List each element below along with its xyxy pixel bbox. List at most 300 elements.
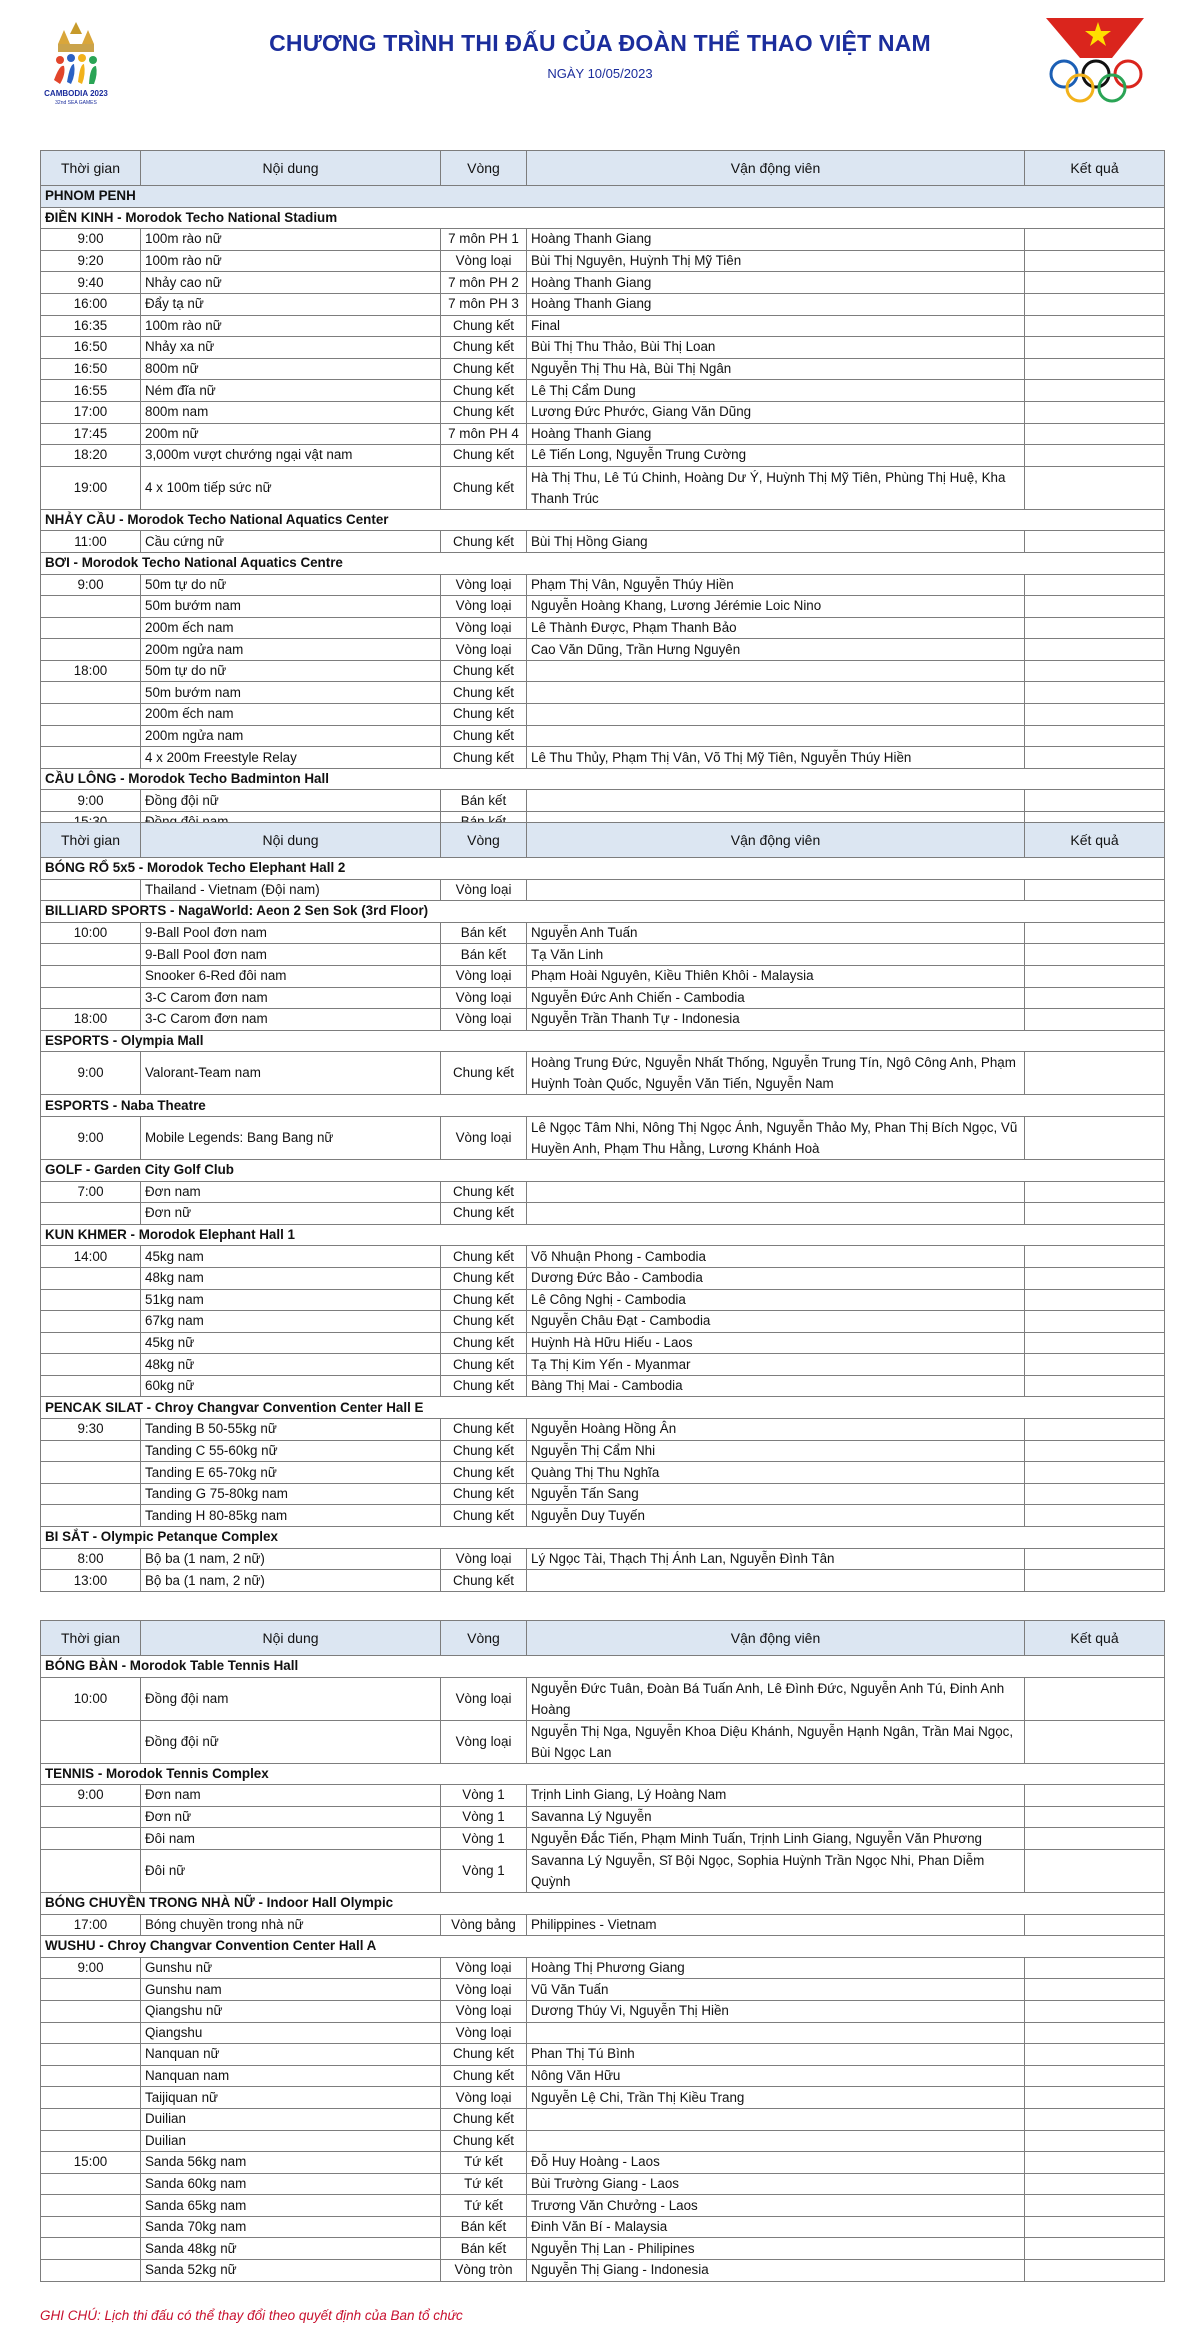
athletes-cell: Nguyễn Đức Tuân, Đoàn Bá Tuấn Anh, Lê Đình Đức, Nguyễn Anh Tú, Đinh Anh Hoàng [527, 1677, 1025, 1720]
event-cell: 200m ngửa nam [141, 639, 441, 661]
athletes-cell: Nguyễn Hoàng Hồng Ân [527, 1419, 1025, 1441]
section-title: BÓNG RỔ 5x5 - Morodok Techo Elephant Hall 2 [41, 858, 1165, 880]
table-row [41, 1311, 1165, 1333]
result-cell [1025, 1052, 1165, 1095]
event-cell: Qiangshu [141, 2022, 441, 2044]
time-cell: 17:00 [41, 401, 141, 423]
athletes-cell: Nguyễn Đắc Tiến, Phạm Minh Tuấn, Trịnh Linh Giang, Nguyễn Văn Phương [527, 1828, 1025, 1850]
footer-note: GHI CHÚ: Lịch thi đấu có thể thay đổi theo quyết định của Ban tổ chức [40, 2308, 463, 2323]
event-cell: 45kg nam [141, 1246, 441, 1268]
table-row [41, 682, 1165, 704]
round-cell: Chung kết [441, 725, 527, 747]
athletes-cell: Nguyễn Thị Lan - Philipines [527, 2238, 1025, 2260]
result-cell [1025, 2195, 1165, 2217]
table-row [41, 1828, 1165, 1850]
schedule-table [40, 1620, 1165, 2282]
event-cell: Sanda 56kg nam [141, 2152, 441, 2174]
event-cell: Sanda 70kg nam [141, 2216, 441, 2238]
table-row [41, 965, 1165, 987]
event-cell: 60kg nữ [141, 1375, 441, 1397]
table-row [41, 1483, 1165, 1505]
event-cell: Sanda 52kg nữ [141, 2260, 441, 2282]
event-cell: Đôi nam [141, 1828, 441, 1850]
result-cell [1025, 1483, 1165, 1505]
event-cell: Duilian [141, 2130, 441, 2152]
event-cell: Duilian [141, 2108, 441, 2130]
section-title: CẦU LÔNG - Morodok Techo Badminton Hall [41, 768, 1165, 790]
athletes-cell: Cao Văn Dũng, Trần Hưng Nguyên [527, 639, 1025, 661]
athletes-cell: Final [527, 315, 1025, 337]
event-cell: 67kg nam [141, 1311, 441, 1333]
event-cell: 3-C Carom đơn nam [141, 987, 441, 1009]
section-title: TENNIS - Morodok Tennis Complex [41, 1763, 1165, 1785]
event-cell: 48kg nữ [141, 1354, 441, 1376]
athletes-cell: Đỗ Huy Hoàng - Laos [527, 2152, 1025, 2174]
city-label: PHNOM PENH [41, 186, 1165, 208]
athletes-cell: Huỳnh Hà Hữu Hiếu - Laos [527, 1332, 1025, 1354]
time-cell [41, 1828, 141, 1850]
time-cell: 9:20 [41, 250, 141, 272]
athletes-cell [527, 2130, 1025, 2152]
page-header [0, 0, 1200, 140]
section-row [41, 509, 1165, 531]
table-row [41, 1570, 1165, 1592]
round-cell: Chung kết [441, 445, 527, 467]
table-row [41, 879, 1165, 901]
table-row [41, 1289, 1165, 1311]
schedule-table [40, 822, 1165, 1592]
table-row [41, 1677, 1165, 1720]
result-cell [1025, 704, 1165, 726]
event-cell: Mobile Legends: Bang Bang nữ [141, 1116, 441, 1159]
athletes-cell: Hoàng Thị Phương Giang [527, 1957, 1025, 1979]
athletes-cell [527, 682, 1025, 704]
result-cell [1025, 1957, 1165, 1979]
time-cell: 9:00 [41, 1052, 141, 1095]
time-cell [41, 2195, 141, 2217]
event-cell: Tanding C 55-60kg nữ [141, 1440, 441, 1462]
athletes-cell [527, 879, 1025, 901]
event-cell: Đơn nữ [141, 1806, 441, 1828]
round-cell: Vòng loại [441, 250, 527, 272]
athletes-cell: Bùi Thị Nguyên, Huỳnh Thị Mỹ Tiên [527, 250, 1025, 272]
event-cell: Thailand - Vietnam (Đội nam) [141, 879, 441, 901]
time-cell [41, 2260, 141, 2282]
table-row [41, 445, 1165, 467]
result-cell [1025, 358, 1165, 380]
athletes-cell: Nguyễn Trần Thanh Tự - Indonesia [527, 1009, 1025, 1031]
round-cell: Vòng 1 [441, 1849, 527, 1892]
athletes-cell: Phan Thị Tú Bình [527, 2044, 1025, 2066]
athletes-cell: Hoàng Thanh Giang [527, 272, 1025, 294]
table-row [41, 704, 1165, 726]
result-cell [1025, 1203, 1165, 1225]
event-cell: 200m nữ [141, 423, 441, 445]
athletes-cell: Philippines - Vietnam [527, 1914, 1025, 1936]
column-header: Vòng [441, 1621, 527, 1656]
time-cell: 9:30 [41, 1419, 141, 1441]
athletes-cell: Bàng Thị Mai - Cambodia [527, 1375, 1025, 1397]
result-cell [1025, 466, 1165, 509]
table-row [41, 423, 1165, 445]
time-cell [41, 987, 141, 1009]
result-cell [1025, 1570, 1165, 1592]
result-cell [1025, 747, 1165, 769]
round-cell: Chung kết [441, 1311, 527, 1333]
round-cell: Chung kết [441, 531, 527, 553]
result-cell [1025, 1375, 1165, 1397]
round-cell: Vòng loại [441, 2022, 527, 2044]
event-cell: Đơn nam [141, 1785, 441, 1807]
event-cell: Đôi nữ [141, 1849, 441, 1892]
table-row [41, 380, 1165, 402]
athletes-cell: Dương Thúy Vi, Nguyễn Thị Hiền [527, 2000, 1025, 2022]
table-row [41, 1914, 1165, 1936]
round-cell: Chung kết [441, 2065, 527, 2087]
round-cell: Chung kết [441, 337, 527, 359]
section-row [41, 1527, 1165, 1549]
round-cell: Vòng loại [441, 639, 527, 661]
svg-text:CAMBODIA 2023: CAMBODIA 2023 [44, 89, 108, 98]
column-header: Thời gian [41, 1621, 141, 1656]
table-row [41, 1849, 1165, 1892]
round-cell: Vòng loại [441, 2000, 527, 2022]
section-title: GOLF - Garden City Golf Club [41, 1159, 1165, 1181]
result-cell [1025, 1828, 1165, 1850]
table-row [41, 660, 1165, 682]
section-row [41, 1224, 1165, 1246]
event-cell: Ném đĩa nữ [141, 380, 441, 402]
event-cell: 50m bướm nam [141, 682, 441, 704]
athletes-cell [527, 1203, 1025, 1225]
section-title: PENCAK SILAT - Chroy Changvar Convention Center Hall E [41, 1397, 1165, 1419]
table-row [41, 596, 1165, 618]
section-row [41, 1892, 1165, 1914]
section-row [41, 1763, 1165, 1785]
result-cell [1025, 272, 1165, 294]
event-cell: Taijiquan nữ [141, 2087, 441, 2109]
table-row [41, 790, 1165, 812]
table-row [41, 315, 1165, 337]
round-cell: Vòng loại [441, 574, 527, 596]
result-cell [1025, 337, 1165, 359]
time-cell: 13:00 [41, 1570, 141, 1592]
athletes-cell: Nguyễn Duy Tuyến [527, 1505, 1025, 1527]
column-header: Kết quả [1025, 823, 1165, 858]
athletes-cell: Đinh Văn Bí - Malaysia [527, 2216, 1025, 2238]
time-cell [41, 1720, 141, 1763]
athletes-cell: Vũ Văn Tuấn [527, 1979, 1025, 2001]
table-row [41, 1116, 1165, 1159]
event-cell: Nhảy cao nữ [141, 272, 441, 294]
round-cell: Vòng loại [441, 2087, 527, 2109]
result-cell [1025, 2173, 1165, 2195]
section-title: WUSHU - Chroy Changvar Convention Center Hall A [41, 1936, 1165, 1958]
event-cell: Valorant-Team nam [141, 1052, 441, 1095]
vietnam-olympic-logo [1040, 14, 1152, 110]
round-cell: Chung kết [441, 660, 527, 682]
time-cell [41, 2044, 141, 2066]
athletes-cell: Phạm Thị Vân, Nguyễn Thúy Hiền [527, 574, 1025, 596]
round-cell: Tứ kết [441, 2195, 527, 2217]
result-cell [1025, 2238, 1165, 2260]
athletes-cell: Lê Tiến Long, Nguyễn Trung Cường [527, 445, 1025, 467]
result-cell [1025, 725, 1165, 747]
round-cell: Chung kết [441, 1483, 527, 1505]
time-cell [41, 617, 141, 639]
section-title: ĐIỀN KINH - Morodok Techo National Stadium [41, 207, 1165, 229]
round-cell: Vòng loại [441, 1116, 527, 1159]
table-row [41, 1720, 1165, 1763]
round-cell: Tứ kết [441, 2152, 527, 2174]
time-cell: 18:00 [41, 660, 141, 682]
athletes-cell: Lý Ngọc Tài, Thạch Thị Ánh Lan, Nguyễn Đình Tân [527, 1548, 1025, 1570]
section-title: ESPORTS - Olympia Mall [41, 1030, 1165, 1052]
result-cell [1025, 2000, 1165, 2022]
round-cell: Chung kết [441, 1289, 527, 1311]
table-row [41, 1957, 1165, 1979]
event-cell: 100m rào nữ [141, 315, 441, 337]
section-title: KUN KHMER - Morodok Elephant Hall 1 [41, 1224, 1165, 1246]
athletes-cell: Savanna Lý Nguyễn [527, 1806, 1025, 1828]
table-row [41, 617, 1165, 639]
result-cell [1025, 596, 1165, 618]
column-header: Nội dung [141, 151, 441, 186]
athletes-cell [527, 725, 1025, 747]
table-row [41, 337, 1165, 359]
round-cell: Chung kết [441, 2130, 527, 2152]
time-cell: 11:00 [41, 531, 141, 553]
table-row [41, 272, 1165, 294]
table-row [41, 2108, 1165, 2130]
athletes-cell: Lê Thị Cẩm Dung [527, 380, 1025, 402]
event-cell: Đẩy tạ nữ [141, 293, 441, 315]
event-cell: Nhảy xa nữ [141, 337, 441, 359]
event-cell: 50m bướm nam [141, 596, 441, 618]
section-title: BÓNG BÀN - Morodok Table Tennis Hall [41, 1656, 1165, 1678]
event-cell: Sanda 60kg nam [141, 2173, 441, 2195]
event-cell: Đơn nam [141, 1181, 441, 1203]
table-row [41, 2130, 1165, 2152]
result-cell [1025, 1267, 1165, 1289]
section-title: ESPORTS - Naba Theatre [41, 1095, 1165, 1117]
event-cell: 48kg nam [141, 1267, 441, 1289]
event-cell: Đồng đội nam [141, 1677, 441, 1720]
athletes-cell: Hoàng Thanh Giang [527, 423, 1025, 445]
round-cell: Vòng loại [441, 987, 527, 1009]
table-row [41, 1785, 1165, 1807]
result-cell [1025, 1354, 1165, 1376]
time-cell: 10:00 [41, 1677, 141, 1720]
result-cell [1025, 682, 1165, 704]
event-cell: 50m tự do nữ [141, 574, 441, 596]
table-row [41, 1505, 1165, 1527]
time-cell [41, 639, 141, 661]
event-cell: 800m nữ [141, 358, 441, 380]
time-cell: 9:00 [41, 574, 141, 596]
round-cell: Chung kết [441, 1246, 527, 1268]
result-cell [1025, 315, 1165, 337]
time-cell [41, 1505, 141, 1527]
athletes-cell: Nguyễn Anh Tuấn [527, 922, 1025, 944]
result-cell [1025, 380, 1165, 402]
athletes-cell: Nguyễn Hoàng Khang, Lương Jérémie Loic Nino [527, 596, 1025, 618]
time-cell: 7:00 [41, 1181, 141, 1203]
round-cell: Chung kết [441, 682, 527, 704]
round-cell: Vòng loại [441, 1677, 527, 1720]
athletes-cell: Võ Nhuận Phong - Cambodia [527, 1246, 1025, 1268]
round-cell: Chung kết [441, 315, 527, 337]
round-cell: 7 môn PH 4 [441, 423, 527, 445]
table-row [41, 2000, 1165, 2022]
event-cell: 200m ếch nam [141, 704, 441, 726]
round-cell: Bán kết [441, 922, 527, 944]
column-header: Nội dung [141, 823, 441, 858]
section-title: BILLIARD SPORTS - NagaWorld: Aeon 2 Sen Sok (3rd Floor) [41, 901, 1165, 923]
round-cell: Bán kết [441, 790, 527, 812]
result-cell [1025, 2065, 1165, 2087]
result-cell [1025, 2260, 1165, 2282]
athletes-cell: Nguyễn Thị Giang - Indonesia [527, 2260, 1025, 2282]
section-row [41, 1159, 1165, 1181]
athletes-cell: Nguyễn Thị Nga, Nguyễn Khoa Diệu Khánh, Nguyễn Hạnh Ngân, Trần Mai Ngọc, Bùi Ngọc Lan [527, 1720, 1025, 1763]
round-cell: Chung kết [441, 1354, 527, 1376]
column-header: Nội dung [141, 1621, 441, 1656]
time-cell [41, 2065, 141, 2087]
table-row [41, 250, 1165, 272]
table-row [41, 1181, 1165, 1203]
time-cell [41, 2216, 141, 2238]
time-cell [41, 879, 141, 901]
section-title: BƠI - Morodok Techo National Aquatics Centre [41, 552, 1165, 574]
athletes-cell [527, 1570, 1025, 1592]
time-cell [41, 1849, 141, 1892]
time-cell: 9:00 [41, 1957, 141, 1979]
round-cell: 7 môn PH 3 [441, 293, 527, 315]
time-cell [41, 596, 141, 618]
table-row [41, 1052, 1165, 1095]
round-cell: Vòng loại [441, 596, 527, 618]
time-cell: 16:55 [41, 380, 141, 402]
round-cell: Vòng loại [441, 1720, 527, 1763]
time-cell: 16:50 [41, 337, 141, 359]
round-cell: Bán kết [441, 944, 527, 966]
result-cell [1025, 944, 1165, 966]
result-cell [1025, 1462, 1165, 1484]
round-cell: Chung kết [441, 1375, 527, 1397]
time-cell [41, 2087, 141, 2109]
time-cell [41, 2130, 141, 2152]
table-header-row [41, 823, 1165, 858]
table-row [41, 2216, 1165, 2238]
section-row [41, 858, 1165, 880]
event-cell: Đồng đội nữ [141, 1720, 441, 1763]
result-cell [1025, 1849, 1165, 1892]
time-cell: 9:00 [41, 790, 141, 812]
event-cell: Bóng chuyền trong nhà nữ [141, 1914, 441, 1936]
column-header: Vòng [441, 823, 527, 858]
round-cell: Chung kết [441, 358, 527, 380]
round-cell: Vòng loại [441, 965, 527, 987]
event-cell: Tanding G 75-80kg nam [141, 1483, 441, 1505]
event-cell: Nanquan nam [141, 2065, 441, 2087]
athletes-cell [527, 704, 1025, 726]
section-row [41, 1936, 1165, 1958]
event-cell: Bộ ba (1 nam, 2 nữ) [141, 1570, 441, 1592]
table-row [41, 358, 1165, 380]
table-row [41, 1419, 1165, 1441]
event-cell: Đồng đội nữ [141, 790, 441, 812]
event-cell: 4 x 200m Freestyle Relay [141, 747, 441, 769]
result-cell [1025, 2044, 1165, 2066]
time-cell: 9:40 [41, 272, 141, 294]
time-cell [41, 2022, 141, 2044]
athletes-cell: Dương Đức Bảo - Cambodia [527, 1267, 1025, 1289]
event-cell: 9-Ball Pool đơn nam [141, 944, 441, 966]
time-cell [41, 1354, 141, 1376]
column-header: Thời gian [41, 823, 141, 858]
table-header-row [41, 151, 1165, 186]
time-cell: 17:00 [41, 1914, 141, 1936]
athletes-cell [527, 1181, 1025, 1203]
round-cell: Chung kết [441, 2044, 527, 2066]
round-cell: Chung kết [441, 401, 527, 423]
round-cell: Chung kết [441, 1570, 527, 1592]
round-cell: Vòng tròn [441, 2260, 527, 2282]
event-cell: Bộ ba (1 nam, 2 nữ) [141, 1548, 441, 1570]
result-cell [1025, 1419, 1165, 1441]
table-row [41, 531, 1165, 553]
result-cell [1025, 2152, 1165, 2174]
section-title: BÓNG CHUYỀN TRONG NHÀ NỮ - Indoor Hall Olympic [41, 1892, 1165, 1914]
event-cell: Tanding B 50-55kg nữ [141, 1419, 441, 1441]
event-cell: Nanquan nữ [141, 2044, 441, 2066]
result-cell [1025, 2130, 1165, 2152]
event-cell: Đơn nữ [141, 1203, 441, 1225]
round-cell: Chung kết [441, 1462, 527, 1484]
athletes-cell: Quàng Thị Thu Nghĩa [527, 1462, 1025, 1484]
result-cell [1025, 2108, 1165, 2130]
athletes-cell [527, 660, 1025, 682]
result-cell [1025, 2022, 1165, 2044]
table-row [41, 1009, 1165, 1031]
athletes-cell [527, 790, 1025, 812]
result-cell [1025, 1009, 1165, 1031]
round-cell: Chung kết [441, 1505, 527, 1527]
column-header: Vận động viên [527, 151, 1025, 186]
result-cell [1025, 1914, 1165, 1936]
time-cell [41, 2173, 141, 2195]
time-cell [41, 682, 141, 704]
event-cell: Sanda 65kg nam [141, 2195, 441, 2217]
event-cell: 50m tự do nữ [141, 660, 441, 682]
round-cell: Chung kết [441, 1332, 527, 1354]
section-row [41, 552, 1165, 574]
time-cell: 14:00 [41, 1246, 141, 1268]
column-header: Vòng [441, 151, 527, 186]
round-cell: Chung kết [441, 466, 527, 509]
result-cell [1025, 445, 1165, 467]
time-cell: 9:00 [41, 1116, 141, 1159]
result-cell [1025, 1181, 1165, 1203]
round-cell: Chung kết [441, 1181, 527, 1203]
athletes-cell: Nguyễn Tấn Sang [527, 1483, 1025, 1505]
column-header: Kết quả [1025, 1621, 1165, 1656]
athletes-cell: Hoàng Thanh Giang [527, 293, 1025, 315]
result-cell [1025, 1246, 1165, 1268]
svg-text:32nd SEA GAMES: 32nd SEA GAMES [55, 100, 97, 106]
round-cell: Tứ kết [441, 2173, 527, 2195]
